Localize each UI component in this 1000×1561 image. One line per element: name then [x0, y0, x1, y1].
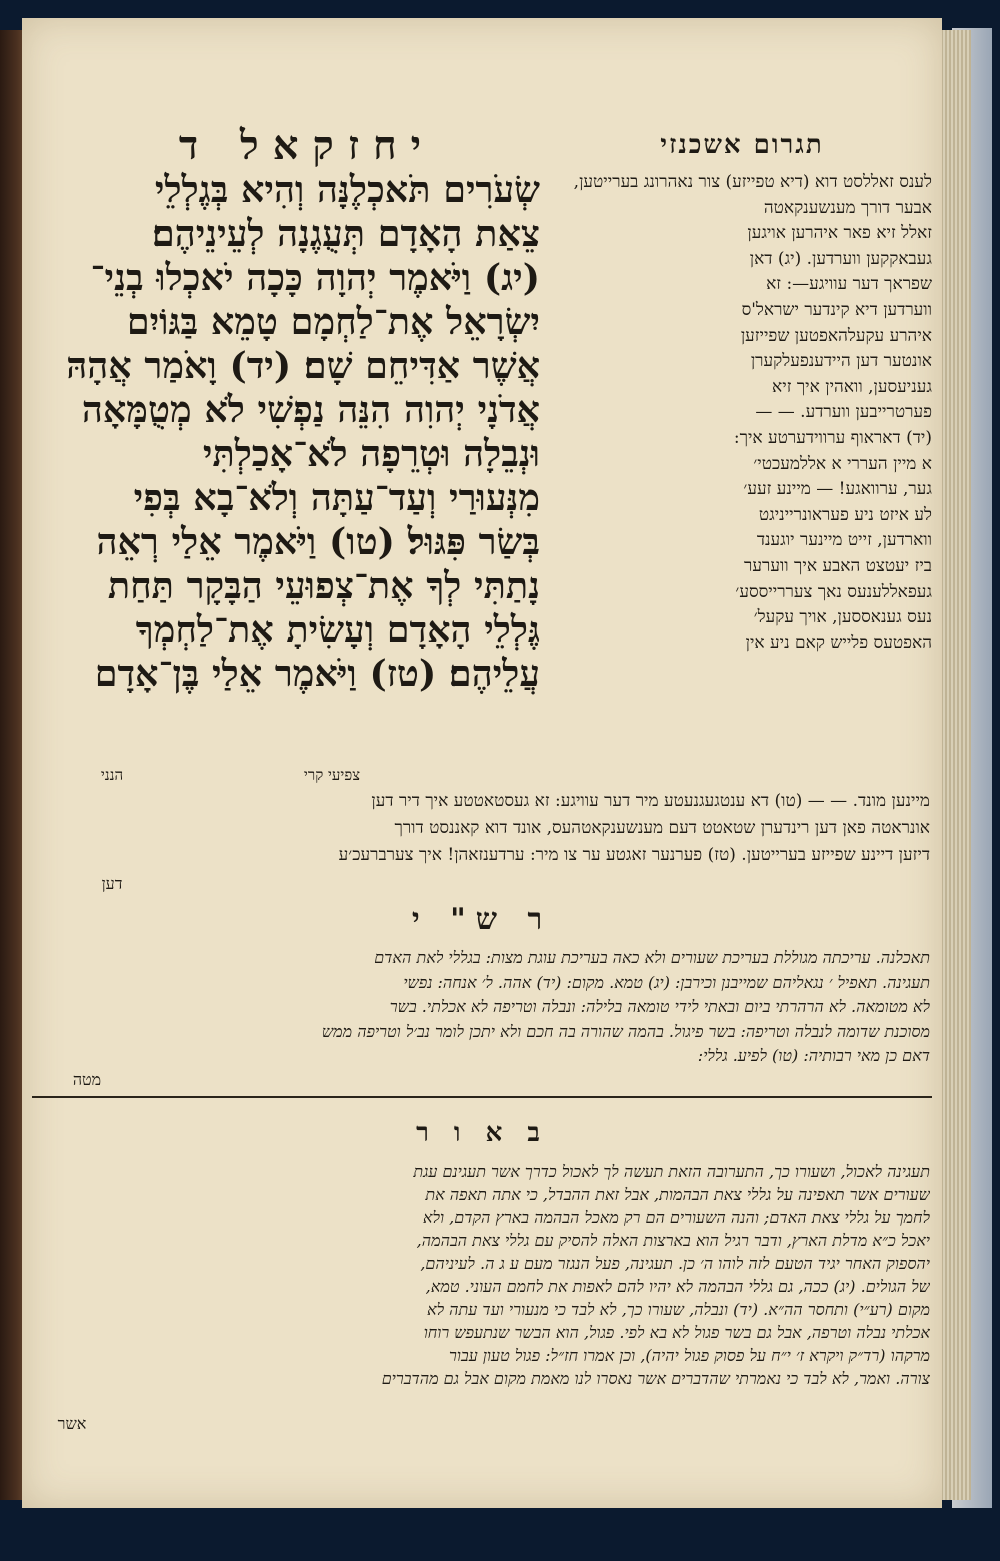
rashi-line: לא מטומאה. לא הרהרתי ביום ובאתי לידי טומאה בלילה: ונבלה וטריפה לא אכלתי. בשר — [389, 997, 930, 1016]
translation-line: לענס זאללסט דוא (דיא טפייזע) צור נאהרונג בערייטען, — [573, 172, 932, 192]
scripture-text — [50, 168, 540, 778]
translation-line: (יד) דאראוף ערווידערטע איך: — [733, 427, 932, 448]
translation-column — [532, 170, 932, 790]
book-header: יחזקאל ד — [178, 122, 436, 169]
translation-line: גער, ערוואגע! — מיינע זעע׳ — [743, 479, 932, 500]
scripture-line: שְׂעֹרִים תֹּאכְלֶנָּה וְהִיא בְּגֶלְלֵי — [154, 168, 540, 211]
scripture-line: אֲדֹנָי יְהוִה הִנֵּה נַפְשִׁי לֹא מְטֻמָּאָה — [81, 388, 540, 431]
translation-continuation — [40, 788, 930, 908]
biur-title: ב א ו ר — [416, 1118, 548, 1148]
catchword-rashi: מטה — [72, 1070, 102, 1089]
scripture-line: וּנְבֵלָה וּטְרֵפָה לֹא־אָכַלְתִּי — [202, 432, 540, 475]
rashi-line: מסוכנת שדומה לנבלה וטריפה: בשר פיגול. בהמה שהורה בה חכם ולא יתכן לומר נב׳ל וטריפה ממש — [321, 1021, 930, 1041]
scripture-line: גֶּלְלֵי הָאָדָם וְעָשִׂיתָ אֶת־לַחְמְךָ — [135, 608, 540, 651]
scripture-line: עֲלֵיהֶם׃ (טז) וַיֹּאמֶר אֵלַי בֶּן־אָדָם — [94, 652, 540, 695]
catchword-biur: אשר — [57, 1414, 87, 1433]
biur-line: לחמך על גללי צאת האדם; והנה השעורים הם רק מאכל הבהמה בארץ הקדם, ולא — [422, 1208, 930, 1227]
translation-line: שפראך דער עוויגע—: זא — [766, 274, 932, 295]
rashi-line: דאם כן מאי רבותיה: (טו) לפיע. גללי: — [697, 1046, 930, 1065]
translation-line: לע איזט ניע פעראונרייניגט — [758, 504, 932, 525]
biur-commentary — [40, 1160, 930, 1410]
catchword-hini: הנני — [100, 766, 124, 784]
biur-line: צורה. ואמר, לא לבד כי נאמרתי שהדברים אשר נאסרו לנו מאמת מקום אבל גם מהדברים — [381, 1369, 930, 1388]
translation-line: זאלל זיא פאר איהרען אויגען — [747, 223, 932, 244]
scripture-line: צֵאַת הָאָדָם תְּעֻגֶנָה לְעֵינֵיהֶם׃ — [151, 212, 540, 255]
page-stack-edge — [938, 30, 971, 1500]
scripture-line: יִשְׂרָאֵל אֶת־לַחְמָם טָמֵא בַּגּוֹיִם — [126, 300, 540, 343]
translation-line: געבאקקען ווערדען. (יג) דאן — [749, 248, 932, 269]
translation-line: נעס גענאססען, אויך עקעל׳ — [753, 607, 932, 628]
scripture-line: בְּשַׂר פִּגּוּל׃ (טו) וַיֹּאמֶר אֵלַי רְאֵה — [96, 520, 540, 563]
continuation-line: מיינען מונד. — — (טו) דא ענטגעגנעטע מיר דער עוויגע: זא געסטאטטע איך דיר דען — [371, 791, 930, 811]
book-page — [22, 18, 942, 1508]
biur-line: של הגולים. (יג) ככה, גם גללי הבהמה לא יהיו להם לאפות את לחמם העוני. טמא, — [425, 1277, 930, 1296]
translation-line: ווערדען דיא קינדער ישראל'ס — [741, 299, 932, 320]
biur-line: מרקהו (רד״ק ויקרא ז׳ י״ח על פסוק פגול יהיה), וכן אמרו חז״ל: פגול טעון עבור — [449, 1346, 930, 1365]
translation-line: געפאללענעס נאך צעררייססע׳ — [735, 581, 932, 602]
translation-line: אבער דורך מענשענקאטה — [763, 197, 932, 218]
biur-line: מקום (רע״י) ותחסר הה״א. (יד) ונבלה, שעורו כך, לא לבד כי מנעורי ועד עתה לא — [426, 1300, 930, 1319]
biur-line: אכלתי נבלה וטרפה, אבל גם בשר פגול לא בא לפי. פגול, הוא הבשר שנתעפש רוחו — [423, 1323, 930, 1342]
kere-note: צפיעי קרי — [303, 766, 361, 784]
section-divider — [32, 1096, 932, 1098]
scripture-line: מִנְּעוּרַי וְעַד־עַתָּה וְלֹא־בָא בְּפִי — [133, 476, 540, 519]
continuation-line: דיזען דיינע שפייזע בערייטען. (טז) פערנער זאגטע ער צו מיר: ערדענזאהן! איך צערברעכ׳ע — [338, 845, 930, 865]
catchword-translation: דען — [101, 874, 123, 893]
biur-line: יהספוק האחר יגיד הטעם לזה לוהו ה׳ כן. תעגינה, פעל הנגזר מעם ע ג ה. לעיניהם, — [420, 1254, 930, 1273]
translation-line: האפטעס פלייש קאם ניע אין — [745, 632, 932, 653]
biur-line: שעורים אשר תאפינה על גללי צאת הבהמות, אבל זאת ההבדל, כי אתה תאפה את — [425, 1185, 930, 1204]
translation-line: איהרע עקעלהאפטען שפייזען — [740, 325, 932, 346]
translation-line: ביז יעטצט האבע איך ווערער — [744, 555, 932, 576]
translation-line: געניעסען, וואהין איך זיא — [772, 376, 932, 397]
scripture-line: (יג) וַיֹּאמֶר יְהוָה כָּכָה יֹאכְלוּ בְנֵי־ — [90, 256, 540, 299]
rashi-line: תעגינה. תאפיל ׳ נגאליהם שמייבנן וכירבן: (יג) טמא. מקום: (יד) אהה. ל׳ אנחה: נפשי — [403, 972, 930, 992]
rashi-line: תאכלנה. עריכתה מגוללת בעריכת שעורים ולא כאה בעריכת עוגת מצות: בגללי לאת האדם — [374, 948, 930, 967]
scripture-line: נָתַתִּי לְךָ אֶת־צְפוּעֵי הַבָּקָר תַּחַת — [107, 564, 540, 607]
translation-line: א מיין העררי א אללמעכטי׳ — [753, 453, 932, 474]
rashi-commentary — [40, 946, 930, 1076]
translation-line: אונטער דען היידענפעלקערן — [750, 351, 932, 372]
continuation-line: אונראטה פאן דען רינדערן שטאטט דעם מענשענקאטהעס, אונד דוא קאננסט דורך — [394, 818, 930, 838]
translation-line: פערטרייבען ווערדע. — — — [755, 402, 932, 423]
rashi-title: ר ש" י — [411, 902, 553, 937]
translation-header: תגרום אשכנזי — [660, 130, 824, 160]
biur-line: יאכל כ״א מדלת הארץ, ודבר רגיל הוא בארצות האלה להסיק עם גללי צאת הבהמה, — [416, 1231, 930, 1250]
scripture-line: אֲשֶׁר אַדִּיחֵם שָׁם׃ (יד) וָאֹמַר אֲהָהּ — [66, 344, 540, 387]
translation-line: ווארדען, זייט מיינער יוגענד — [756, 530, 932, 551]
biur-line: תעגינה לאכול, ושעורו כך, התערובה הזאת תעשה לך לאכול כדרך אשר תעגינם עגת — [413, 1162, 930, 1181]
